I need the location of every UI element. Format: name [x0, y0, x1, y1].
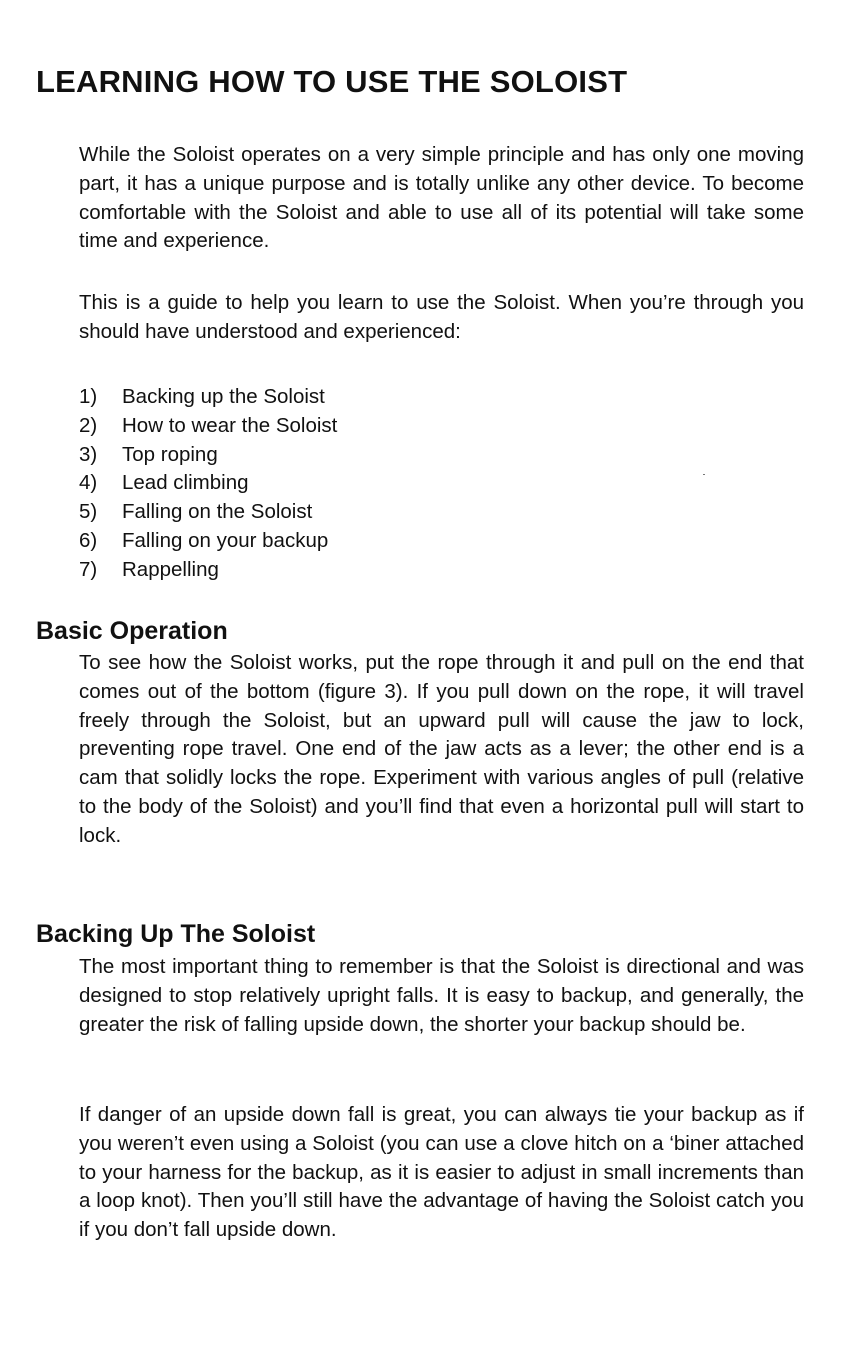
- list-item-number: 1): [79, 385, 98, 408]
- list-item-number: 4): [79, 471, 98, 495]
- page-title: LEARNING HOW TO USE THE SOLOIST: [36, 64, 628, 99]
- list-item-number: 3): [79, 442, 98, 466]
- list-item: [79, 383, 337, 412]
- list-item-text: Rappelling: [122, 557, 219, 581]
- list-item: [79, 556, 337, 585]
- section-heading-basic-operation: Basic Operation: [36, 617, 228, 645]
- list-item-text: Lead climbing: [122, 471, 249, 495]
- list-item: [79, 527, 337, 556]
- list-item: [79, 412, 337, 441]
- list-item-text: Falling on the Soloist: [122, 500, 313, 524]
- list-item: [79, 469, 337, 498]
- list-item-text: Top roping: [122, 442, 218, 466]
- intro-paragraph-2: This is a guide to help you learn to use the Soloist. When you’re through you should have understood and experienced:: [79, 291, 804, 343]
- list-item-number: 6): [79, 528, 98, 552]
- list-item-number: 2): [79, 413, 98, 437]
- backing-up-paragraph-1: The most important thing to remember is that the Soloist is directional and was designed to stop relatively upright falls. It is easy to backup, and generally, the greater the risk of falling upside down, the shorter your backup should be.: [79, 955, 804, 1036]
- topics-list: [79, 383, 337, 585]
- list-item-text: Backing up the Soloist: [122, 385, 325, 408]
- list-item-text: How to wear the Soloist: [122, 413, 338, 437]
- list-item-number: 7): [79, 557, 98, 581]
- basic-operation-paragraph: To see how the Soloist works, put the rope through it and pull on the end that comes out of the bottom (figure 3). If you pull down on the rope, it will travel freely through the Soloist, but an upward pull will cause the jaw to lock, preventing rope travel. One end of the jaw acts as a lever; the other end is a cam that solidly locks the rope. Experiment with various angles of pull (relative to the body of the Soloist) and you’ll find that even a horizontal pull will start to lock.: [79, 651, 804, 847]
- list-item: [79, 441, 337, 470]
- list-item-text: Falling on your backup: [122, 528, 329, 552]
- intro-paragraph-1: While the Soloist operates on a very simple principle and has only one moving part, it has a unique purpose and is totally unlike any other device. To become comfortable with the Soloist and able to use all of its potential will take some time and experience.: [79, 143, 804, 253]
- list-item-number: 5): [79, 500, 98, 524]
- backing-up-paragraph-2: If danger of an upside down fall is great, you can always tie your backup as if you weren’t even using a Soloist (you can use a clove hitch on a ‘biner attached to your harness for the backup, as it is easier to adjust in small increments than a loop knot). Then you’ll still have the advantage of having the Soloist catch you if you don’t fall upside down.: [79, 1103, 804, 1242]
- list-item: [79, 498, 337, 527]
- scan-speck: [703, 474, 705, 475]
- section-heading-backing-up: Backing Up The Soloist: [36, 920, 316, 948]
